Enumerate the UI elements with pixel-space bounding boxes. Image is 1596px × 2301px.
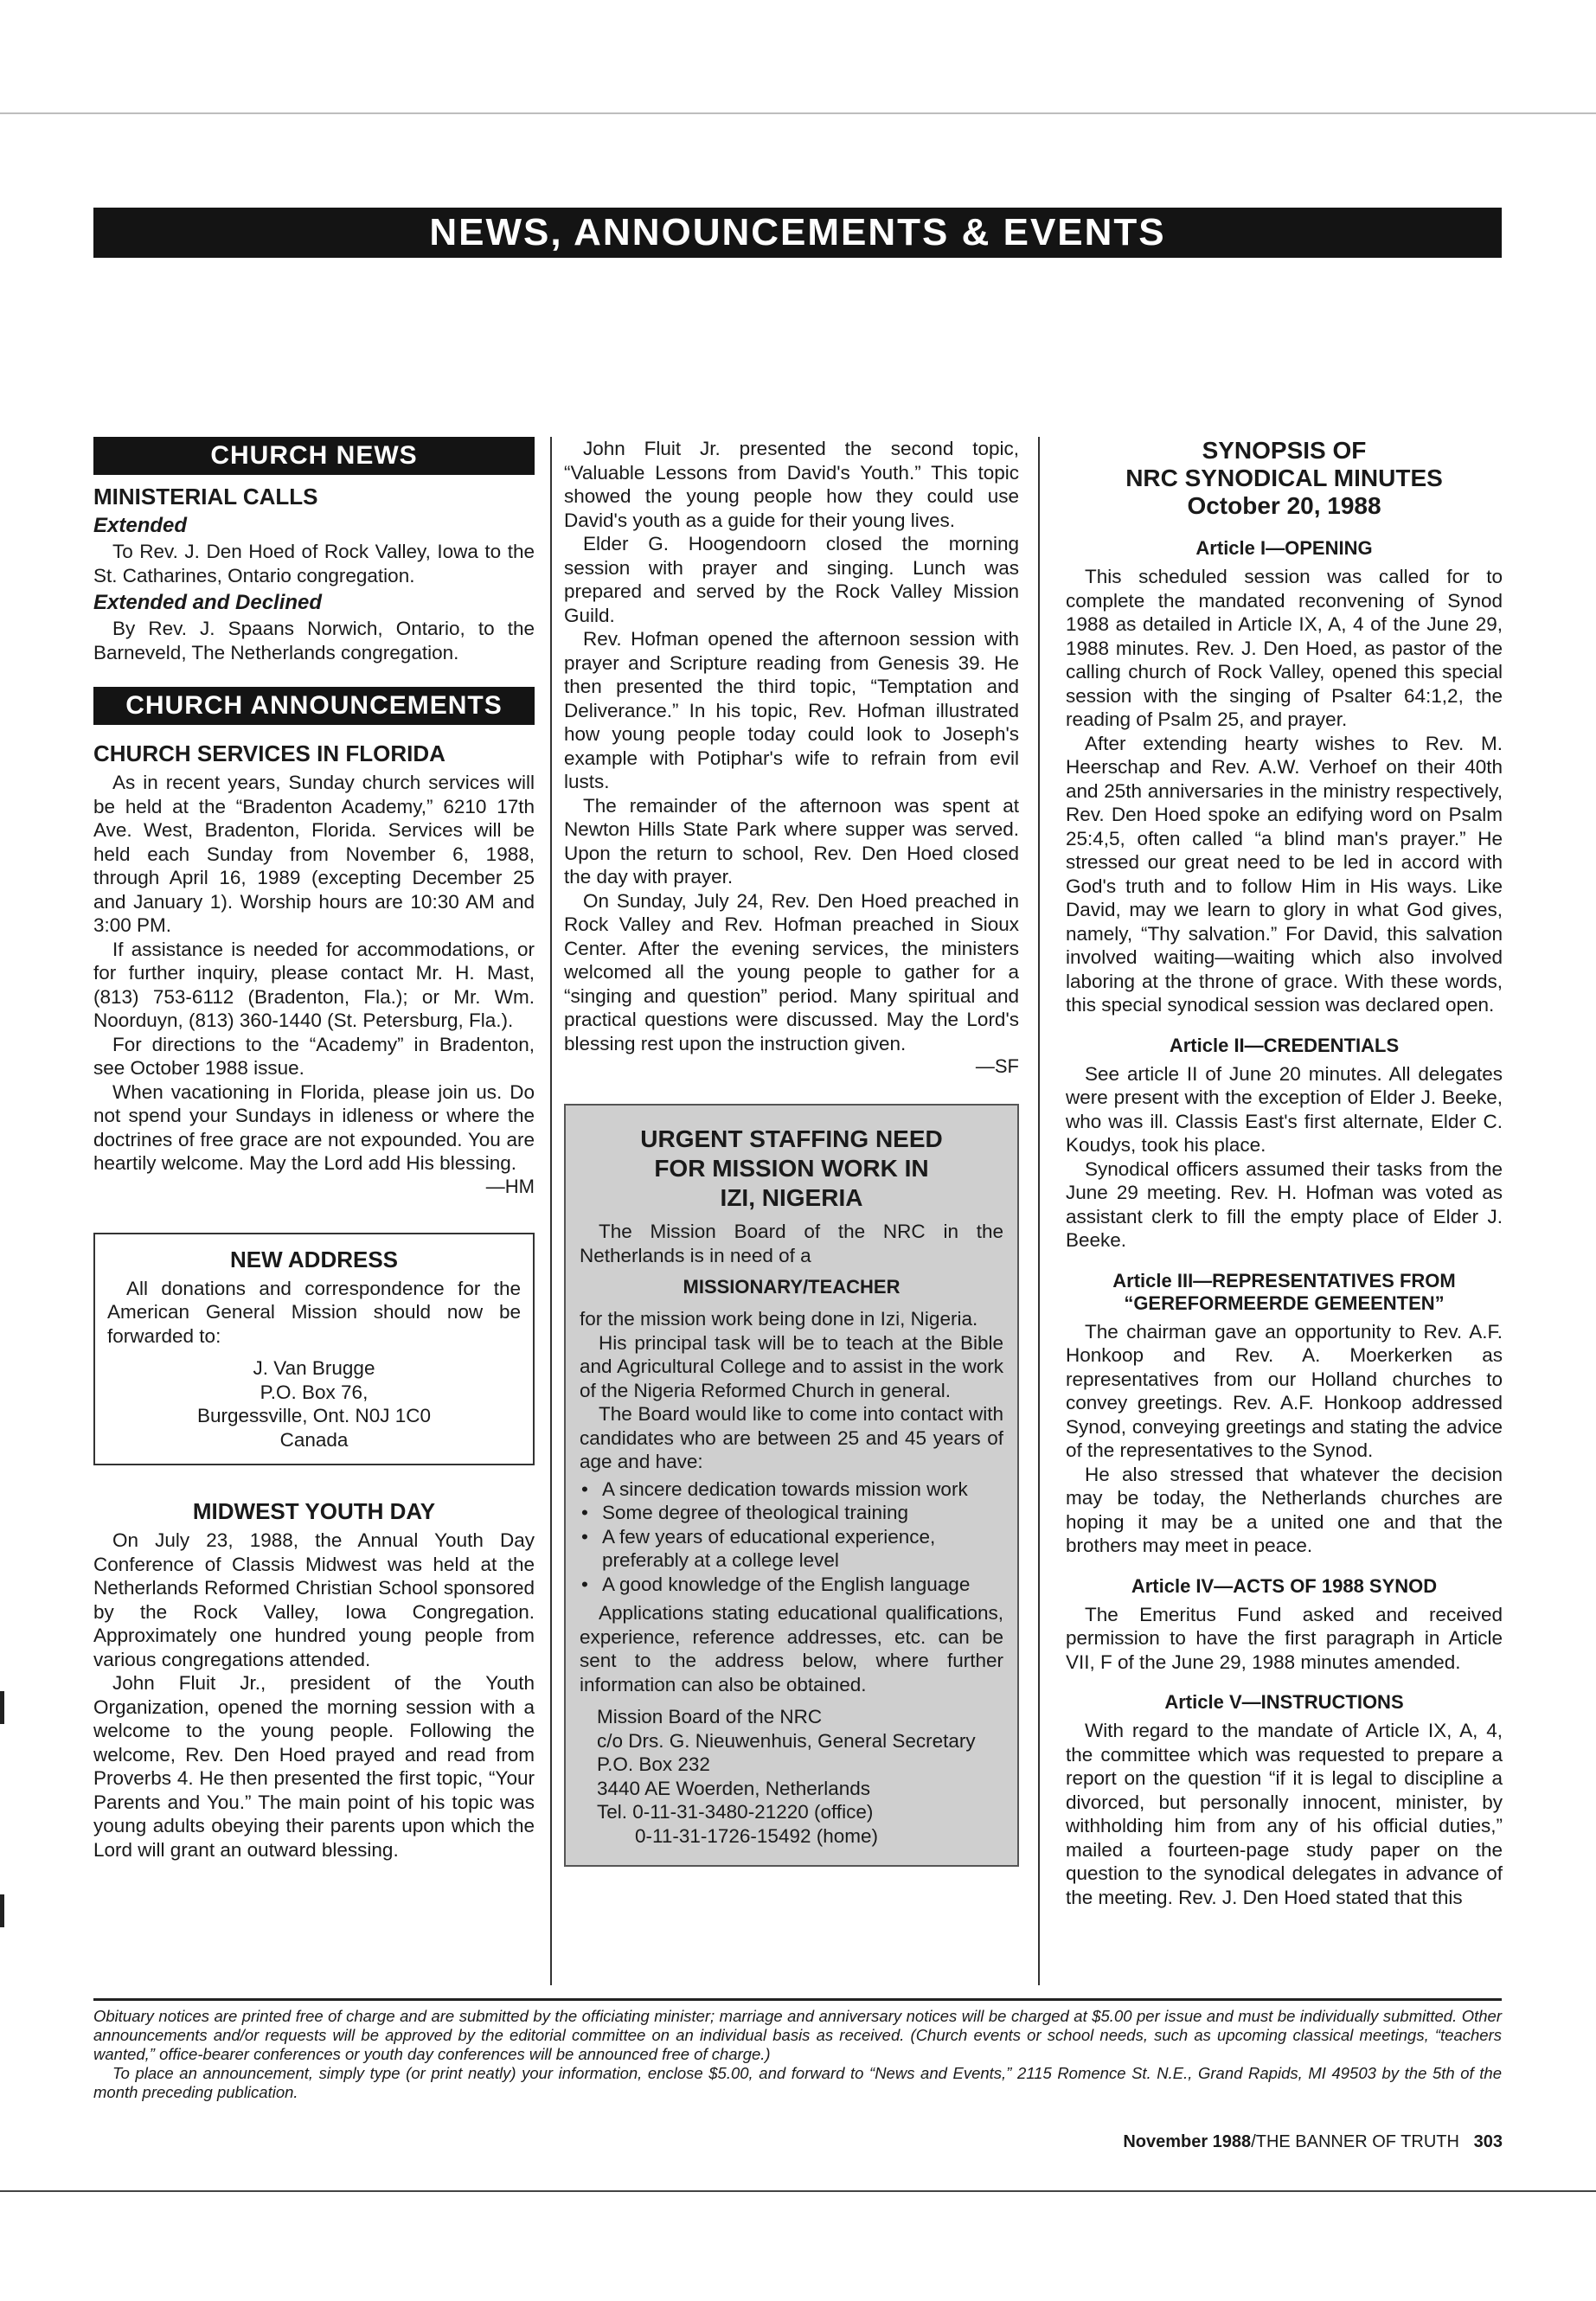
youth-continued-paragraph: John Fluit Jr. presented the second topic, “Valuable Lessons from David's Youth.” This topic showed the young people how they could use David's youth as a guide for their young lives.: [564, 438, 1019, 531]
footnote: [93, 2007, 1502, 2102]
florida-paragraph: As in recent years, Sunday church services will be held at the “Bradenton Academy,” 6210 17th Ave. West, Bradenton, Florida. Services will be held each Sunday from November 6, 1988, through April 16, 1989 (excepting December 25 and January 1). Worship hours are 10:30 AM and 3:00 PM.: [93, 772, 535, 936]
article-heading: Article V—INSTRUCTIONS: [1164, 1691, 1404, 1713]
mission-address-line: Tel. 0-11-31-3480-21220 (office): [597, 1801, 874, 1823]
ministerial-calls-heading: MINISTERIAL CALLS: [93, 484, 318, 510]
mission-heading-line: FOR MISSION WORK IN: [654, 1155, 929, 1182]
article-paragraph: With regard to the mandate of Article IX, A, 4, the committee which was requested to prepare a report on the question “if it is legal to discipline a divorced, but personally innocent, minister, by withholding him from any of his official duties,” mailed a fourteen-page study paper on the question to the synodical delegates in advance of the meeting. Rev. J. Den Hoed stated that this: [1066, 1720, 1503, 1908]
mission-task: His principal task will be to teach at the Bible and Agricultural College and to assist in the work of the Nigeria Reformed Church in general.: [580, 1331, 1003, 1401]
article-heading: Article I—OPENING: [1195, 537, 1373, 559]
youth-signature: —SF: [975, 1055, 1019, 1077]
footnote-paragraph: To place an announcement, simply type (or print neatly) your information, enclose $5.00, and forward to “News and Events,” 2115 Romence St. N.E., Grand Rapids, MI 49503 by the 5th of the month preceding publication.: [93, 2064, 1502, 2101]
mission-role: MISSIONARY/TEACHER: [683, 1276, 901, 1298]
synopsis-title-line: October 20, 1988: [1187, 492, 1381, 519]
article-paragraph: Synodical officers assumed their tasks from the June 29 meeting. Rev. H. Hofman was voted as assistant clerk to fill the empty place of Elder J. Beeke.: [1066, 1157, 1503, 1251]
requirement-item: • A sincere dedication towards mission work: [599, 1477, 1003, 1502]
article-paragraph: He also stressed that whatever the decision may be today, the Netherlands churches are hoping it may be a united one and that the brothers may meet in peace.: [1066, 1463, 1503, 1556]
mission-intro: The Mission Board of the NRC in the Netherlands is in need of a: [580, 1221, 1003, 1266]
extended-text: To Rev. J. Den Hoed of Rock Valley, Iowa to the St. Catharines, Ontario congregation.: [93, 541, 535, 586]
address-lines: [107, 1356, 521, 1452]
article-heading: Article IV—ACTS OF 1988 SYNOD: [1131, 1574, 1438, 1597]
footnote-paragraph: Obituary notices are printed free of charge and are submitted by the officiating minister; marriage and anniversary notices will be charged at $5.00 per issue and must be individually submitted. Other announcements and/or requests will be approved by the editorial committee on an individual basis as received. (Church events or school needs, such as upcoming classical meetings, “teachers wanted,” office-bearer conferences or youth day conferences will be announced free of charge.): [93, 2007, 1502, 2063]
new-address-text: All donations and correspondence for the American General Mission should now be forwarded to:: [107, 1277, 521, 1347]
requirements-list: [580, 1477, 1003, 1597]
florida-paragraph: For directions to the “Academy” in Bradenton, see October 1988 issue.: [93, 1033, 535, 1079]
section-banner: NEWS, ANNOUNCEMENTS & EVENTS: [93, 208, 1502, 258]
mission-heading-line: URGENT STAFFING NEED: [640, 1125, 943, 1152]
column-middle: [564, 437, 1019, 1867]
mission-heading-line: IZI, NIGERIA: [720, 1184, 863, 1211]
requirement-item: • A few years of educational experience, preferably at a college level: [599, 1525, 1003, 1573]
extended-declined-text: By Rev. J. Spaans Norwich, Ontario, to the Barneveld, The Netherlands congregation.: [93, 618, 535, 663]
article-paragraph: The chairman gave an opportunity to Rev. A.F. Honkoop and Rev. A. Moerkerken as representatives from our Holland churches to convey greetings. Rev. A.F. Honkoop addressed Synod, conveying greetings and stating the advice of the representatives to the Synod.: [1066, 1320, 1503, 1461]
synopsis-title-line: NRC SYNODICAL MINUTES: [1125, 465, 1443, 491]
church-news-heading: CHURCH NEWS: [93, 437, 535, 475]
running-footer: [1123, 2132, 1503, 2152]
footer-rule: [93, 1998, 1502, 2001]
youth-paragraph: John Fluit Jr., president of the Youth Organization, opened the morning session with a welcome to the young people. Following the welcome, Rev. Den Hoed prayed and read from Proverbs 4. He then presented the first topic, “Your Parents and You.” The main point of his topic was young adults obeying their parents upon which the Lord will grant an outward blessing.: [93, 1672, 535, 1861]
article-heading: Article II—CREDENTIALS: [1169, 1034, 1400, 1056]
article-paragraph: This scheduled session was called for to complete the mandated reconvening of Synod 1988 as detailed in Article IX, A, 4 of the June 29, 1988 minutes. Rev. J. Den Hoed, as pastor of the calling church of Rock Valley, opened this special session with the singing of Psalter 64:1,2, the reading of Psalm 25, and prayer.: [1066, 566, 1503, 730]
mission-staffing-box: [564, 1104, 1019, 1867]
mission-address-line: 0-11-31-1726-15492 (home): [635, 1824, 879, 1847]
margin-mark: [0, 1691, 4, 1724]
mission-address-line: P.O. Box 232: [597, 1753, 710, 1775]
mission-address: [580, 1705, 1003, 1848]
synopsis-title: [1066, 437, 1503, 520]
florida-paragraph: When vacationing in Florida, please join us. Do not spend your Sundays in idleness or where the doctrines of free grace are not expounded. You are heartily welcome. May the Lord add His blessing.: [93, 1080, 535, 1174]
youth-continued-paragraph: The remainder of the afternoon was spent at Newton Hills State Park where supper was served. Upon the return to school, Rev. Den Hoed closed the day with prayer.: [564, 794, 1019, 888]
florida-heading: CHURCH SERVICES IN FLORIDA: [93, 740, 445, 766]
mission-address-line: 3440 AE Woerden, Netherlands: [597, 1777, 871, 1799]
new-address-heading: NEW ADDRESS: [229, 1246, 399, 1272]
mission-address-line: c/o Drs. G. Nieuwenhuis, General Secretary: [597, 1729, 976, 1752]
article-paragraph: The Emeritus Fund asked and received permission to have the first paragraph in Article VII, F of the June 29, 1988 minutes amended.: [1066, 1603, 1503, 1673]
requirement-item: • Some degree of theological training: [599, 1501, 1003, 1525]
florida-paragraph: If assistance is needed for accommodations, or for further inquiry, please contact Mr. H. Mast, (813) 753-6112 (Bradenton, Fla.); or Mr. Wm. Noorduyn, (813) 360-1440 (St. Petersburg, Fla.).: [93, 938, 535, 1031]
mission-heading: [580, 1125, 1003, 1213]
florida-signature: —HM: [485, 1175, 535, 1197]
youth-continued-paragraph: Elder G. Hoogendoorn closed the morning session with prayer and singing. Lunch was prepared and served by the Rock Valley Mission Guild.: [564, 533, 1019, 626]
mission-apply: Applications stating educational qualifications, experience, reference addresses, etc. can be sent to the address below, where further information can also be obtained.: [580, 1602, 1003, 1695]
address-line: Canada: [279, 1428, 349, 1451]
extended-label: Extended: [93, 514, 188, 537]
mission-purpose: for the mission work being done in Izi, Nigeria.: [580, 1308, 978, 1330]
synopsis-title-line: SYNOPSIS OF: [1202, 437, 1367, 464]
issue-date: November 1988: [1123, 2132, 1252, 2151]
mission-contact: The Board would like to come into contact with candidates who are between 25 and 45 years of age and have:: [580, 1403, 1003, 1472]
extended-declined-label: Extended and Declined: [93, 591, 323, 614]
address-line: P.O. Box 76,: [260, 1381, 369, 1403]
article-heading: Article III—REPRESENTATIVES FROM “GEREFORMEERDE GEMEENTEN”: [1112, 1269, 1456, 1314]
requirement-item: • A good knowledge of the English language: [599, 1573, 1003, 1597]
youth-continued-paragraph: On Sunday, July 24, Rev. Den Hoed preached in Rock Valley and Rev. Hofman preached in Sioux Center. After the evening services, the ministers welcomed all the young people to gather for a “singing and question” period. Many spiritual and practical questions were discussed. May the Lord's blessing rest upon the instruction given.: [564, 889, 1019, 1054]
column-divider: [1038, 437, 1040, 1985]
address-line: J. Van Brugge: [253, 1357, 375, 1379]
new-address-box: [93, 1233, 535, 1466]
address-line: Burgessville, Ont. N0J 1C0: [196, 1405, 432, 1426]
mission-address-line: Mission Board of the NRC: [597, 1706, 823, 1727]
column-right: [1066, 437, 1503, 1909]
youth-paragraph: On July 23, 1988, the Annual Youth Day Conference of Classis Midwest was held at the Netherlands Reformed Christian School sponsored by the Rock Valley, Iowa Congregation. Approximately one hundred young people from various congregations attended.: [93, 1529, 535, 1670]
article-paragraph: After extending hearty wishes to Rev. M. Heerschap and Rev. A.W. Verhoef on their 40th and 25th anniversaries in the ministry respectively, Rev. Den Hoed spoke an edifying word on Psalm 25:4,5, often called “a blind man's prayer.” He stressed our great need to be led in accord with God's truth and to follow Him in His ways. Like David, may we learn to glory in what God gives, namely, “Thy salvation.” For David, this salvation involved waiting—waiting which also involved laboring at the throne of grace. With these words, this special synodical session was declared open.: [1066, 732, 1503, 1016]
column-left: [93, 437, 535, 1862]
page-number: 303: [1473, 2132, 1503, 2151]
church-announcements-heading: CHURCH ANNOUNCEMENTS: [93, 687, 535, 725]
column-divider: [550, 437, 552, 1985]
youth-continued-paragraph: Rev. Hofman opened the afternoon session with prayer and Scripture reading from Genesis 39. He then presented the third topic, “Temptation and Deliverance.” In his topic, Rev. Hofman illustrated how young people today could look to Joseph's example with Potiphar's wife to refrain from evil lusts.: [564, 628, 1019, 792]
youth-day-heading: MIDWEST YOUTH DAY: [192, 1498, 436, 1524]
journal-title: /THE BANNER OF TRUTH: [1251, 2132, 1459, 2151]
article-paragraph: See article II of June 20 minutes. All delegates were present with the exception of Elder J. Beeke, who was ill. Classis East's first alternate, Elder C. Koudys, took his place.: [1066, 1062, 1503, 1156]
margin-mark: [0, 1894, 4, 1927]
